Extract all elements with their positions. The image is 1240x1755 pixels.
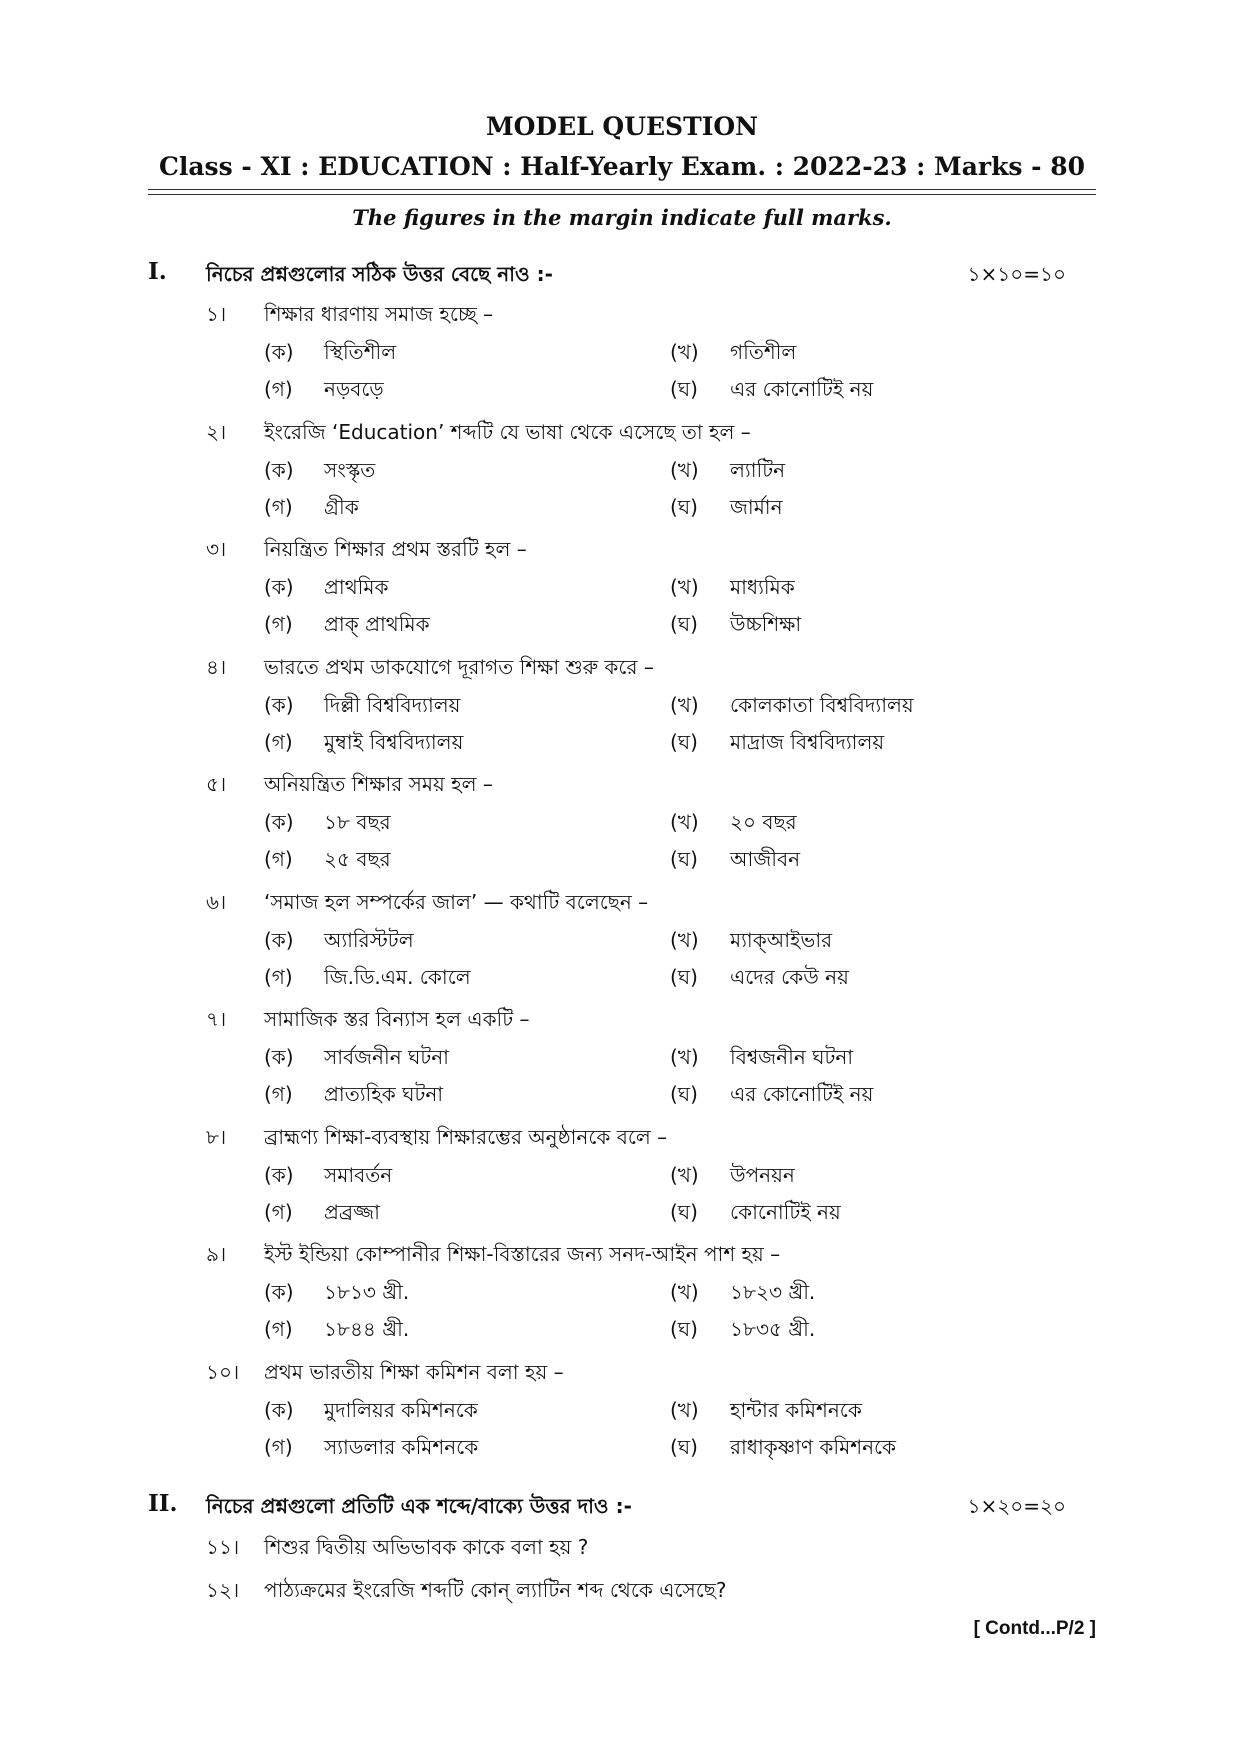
question-text: শিশুর দ্বিতীয় অভিভাবক কাকে বলা হয় ?	[264, 1535, 589, 1559]
question	[206, 418, 1086, 450]
option	[264, 1315, 409, 1347]
question-text: ব্রাহ্মণ্য শিক্ষা-ব্যবস্থায় শিক্ষারম্ভের অনুষ্ঠানকে বলে –	[264, 1125, 668, 1149]
option-label: (ক)	[264, 1045, 294, 1069]
question-text: পাঠ্যক্রমের ইংরেজি শব্দটি কোন্ ল্যাটিন শব্দ থেকে এসেছে?	[264, 1578, 727, 1602]
option	[670, 1080, 873, 1112]
option-text: ২০ বছর	[730, 810, 797, 834]
option-label: (খ)	[670, 340, 699, 364]
option-label: (ক)	[264, 810, 294, 834]
option-label: (ঘ)	[670, 377, 698, 401]
question-text: সামাজিক স্তর বিন্যাস হল একটি –	[264, 1007, 530, 1031]
option-label: (গ)	[264, 1435, 293, 1459]
option-text: ১৮৩৫ খ্রী.	[730, 1317, 816, 1341]
question	[206, 888, 1086, 920]
option	[670, 926, 832, 958]
option-label: (ঘ)	[670, 1082, 698, 1106]
option-text: ১৮ বছর	[324, 810, 391, 834]
option-label: (ঘ)	[670, 612, 698, 636]
question-number: ৬।	[206, 890, 227, 914]
option-text: ১৮২৩ খ্রী.	[730, 1280, 816, 1304]
question-number: ১২।	[206, 1578, 240, 1602]
option-label: (ক)	[264, 575, 294, 599]
option	[264, 728, 463, 760]
option	[670, 963, 849, 995]
option-text: গ্রীক	[324, 495, 359, 519]
question-number: ৭।	[206, 1007, 227, 1031]
option	[264, 845, 391, 877]
option-label: (গ)	[264, 1317, 293, 1341]
option-text: উচ্চশিক্ষা	[730, 612, 802, 636]
question	[206, 1533, 1086, 1565]
question-text: অনিয়ন্ত্রিত শিক্ষার সময় হল –	[264, 772, 493, 796]
question-text: শিক্ষার ধারণায় সমাজ হচ্ছে –	[264, 302, 494, 326]
option-label: (ঘ)	[670, 1200, 698, 1224]
option	[670, 456, 785, 488]
option	[264, 691, 460, 723]
option-text: সমাবর্তন	[324, 1163, 393, 1187]
option-text: ২৫ বছর	[324, 847, 391, 871]
option-list	[264, 808, 1084, 882]
question-text: ইস্ট ইন্ডিয়া কোম্পানীর শিক্ষা-বিস্তারের জন্য সনদ-আইন পাশ হয় –	[264, 1242, 781, 1266]
option-text: স্থিতিশীল	[324, 340, 397, 364]
option	[264, 1080, 443, 1112]
question-number: ১।	[206, 302, 227, 326]
option-text: গতিশীল	[730, 340, 797, 364]
option	[670, 1433, 896, 1465]
option-label: (খ)	[670, 928, 699, 952]
option	[670, 493, 783, 525]
exam-subtitle: Class - XI : EDUCATION : Half-Yearly Exam. : 2022-23 : Marks - 80	[158, 152, 1086, 181]
option	[264, 493, 359, 525]
option-label: (খ)	[670, 1045, 699, 1069]
option-label: (গ)	[264, 612, 293, 636]
question-number: ২।	[206, 420, 227, 444]
section-header	[148, 1490, 1096, 1524]
option-text: সংস্কৃত	[324, 458, 376, 482]
option-label: (ঘ)	[670, 730, 698, 754]
question-text: প্রথম ভারতীয় শিক্ষা কমিশন বলা হয় –	[264, 1360, 564, 1384]
option-label: (গ)	[264, 495, 293, 519]
option-label: (ক)	[264, 1280, 294, 1304]
option-text: জার্মান	[730, 495, 783, 519]
page-title: MODEL QUESTION	[485, 112, 759, 141]
option	[264, 375, 384, 407]
exam-page	[148, 0, 1096, 1755]
option-text: মাদ্রাজ বিশ্ববিদ্যালয়	[730, 730, 885, 754]
option-label: (গ)	[264, 377, 293, 401]
question	[206, 1005, 1086, 1037]
option-text: প্রাত্যহিক ঘটনা	[324, 1082, 444, 1106]
option-text: জি.ডি.এম. কোলে	[324, 965, 471, 989]
marks-note: The figures in the margin indicate full marks.	[352, 205, 892, 230]
option-text: মাধ্যমিক	[730, 575, 795, 599]
option	[670, 375, 873, 407]
option-text: ম্যাক্আইভার	[730, 928, 833, 952]
option-label: (গ)	[264, 730, 293, 754]
option-label: (খ)	[670, 1280, 699, 1304]
option-text: বিশ্বজনীন ঘটনা	[730, 1045, 854, 1069]
divider-line	[148, 189, 1096, 190]
option-label: (খ)	[670, 1398, 699, 1422]
question-number: ৩।	[206, 537, 227, 561]
option-list	[264, 926, 1084, 1000]
question-text: ভারতে প্রথম ডাকযোগে দূরাগত শিক্ষা শুরু করে –	[264, 655, 654, 679]
option-label: (খ)	[670, 810, 699, 834]
option	[670, 338, 796, 370]
option	[264, 573, 389, 605]
question-number: ৯।	[206, 1242, 227, 1266]
option-list	[264, 1043, 1084, 1117]
option	[670, 845, 800, 877]
question	[206, 1123, 1086, 1155]
option	[264, 338, 396, 370]
option	[670, 1161, 795, 1193]
question-text: ইংরেজি ‘Education’ শব্দটি যে ভাষা থেকে এসেছে তা হল –	[264, 420, 751, 444]
option-list	[264, 338, 1084, 412]
question-number: ১০।	[206, 1360, 240, 1384]
option-text: ১৮৪৪ খ্রী.	[324, 1317, 410, 1341]
option	[670, 610, 801, 642]
question	[206, 300, 1086, 332]
option-label: (ঘ)	[670, 495, 698, 519]
option	[264, 1043, 449, 1075]
option-text: কোলকাতা বিশ্ববিদ্যালয়	[730, 693, 914, 717]
option-text: অ্যারিস্টটল	[324, 928, 414, 952]
option-text: সার্বজনীন ঘটনা	[324, 1045, 449, 1069]
question-text: নিয়ন্ত্রিত শিক্ষার প্রথম স্তরটি হল –	[264, 537, 527, 561]
question	[206, 535, 1086, 567]
option-label: (গ)	[264, 847, 293, 871]
option	[670, 728, 884, 760]
option-text: প্রাক্ প্রাথমিক	[324, 612, 430, 636]
section-instruction: নিচের প্রশ্নগুলো প্রতিটি এক শব্দে/বাক্যে উত্তর দাও :-	[206, 1494, 632, 1518]
option	[264, 1198, 380, 1230]
option-list	[264, 1278, 1084, 1352]
option	[670, 573, 795, 605]
option-list	[264, 456, 1084, 530]
section-header	[148, 258, 1096, 292]
option	[264, 610, 430, 642]
question	[206, 770, 1086, 802]
question	[206, 653, 1086, 685]
option-text: ১৮১৩ খ্রী.	[324, 1280, 410, 1304]
option-label: (ক)	[264, 1163, 294, 1187]
option-label: (ক)	[264, 340, 294, 364]
option	[264, 1433, 478, 1465]
option	[264, 808, 391, 840]
option-label: (ক)	[264, 1398, 294, 1422]
option-label: (ঘ)	[670, 1435, 698, 1459]
option-label: (ক)	[264, 928, 294, 952]
option	[264, 926, 414, 958]
option-label: (গ)	[264, 1200, 293, 1224]
option-text: ল্যাটিন	[730, 458, 786, 482]
section-marks: ১×১০=১০	[967, 262, 1066, 286]
option	[670, 691, 914, 723]
option	[670, 1043, 853, 1075]
option-list	[264, 1161, 1084, 1235]
option-list	[264, 573, 1084, 647]
option-label: (ঘ)	[670, 1317, 698, 1341]
option-text: এর কোনোটিই নয়	[730, 377, 874, 401]
question-number: ৪।	[206, 655, 227, 679]
option-text: আজীবন	[730, 847, 801, 871]
option-text: এদের কেউ নয়	[730, 965, 849, 989]
option	[670, 1278, 815, 1310]
option	[670, 808, 797, 840]
option-label: (খ)	[670, 458, 699, 482]
option-text: প্রাথমিক	[324, 575, 389, 599]
option-text: প্রব্রজ্জা	[324, 1200, 380, 1224]
question	[206, 1240, 1086, 1272]
divider-line	[148, 194, 1096, 195]
option-list	[264, 1396, 1084, 1470]
option-label: (খ)	[670, 575, 699, 599]
question-number: ৫।	[206, 772, 227, 796]
section-number: II.	[148, 1490, 178, 1517]
option-text: কোনোটিই নয়	[730, 1200, 841, 1224]
option-label: (ক)	[264, 458, 294, 482]
option-label: (খ)	[670, 1163, 699, 1187]
option-label: (ক)	[264, 693, 294, 717]
option-text: হান্টার কমিশনকে	[730, 1398, 862, 1422]
option	[264, 1161, 392, 1193]
option-text: এর কোনোটিই নয়	[730, 1082, 874, 1106]
option-text: স্যাডলার কমিশনকে	[324, 1435, 479, 1459]
question	[206, 1576, 1086, 1608]
option	[670, 1198, 841, 1230]
option	[264, 1278, 409, 1310]
option-label: (ঘ)	[670, 847, 698, 871]
option-label: (গ)	[264, 1082, 293, 1106]
option-label: (গ)	[264, 965, 293, 989]
option-text: দিল্লী বিশ্ববিদ্যালয়	[324, 693, 461, 717]
section-marks: ১×২০=২০	[967, 1494, 1066, 1518]
option-label: (খ)	[670, 693, 699, 717]
option-text: নড়বড়ে	[324, 377, 384, 401]
option	[264, 1396, 478, 1428]
option-list	[264, 691, 1084, 765]
option-text: রাধাকৃষ্ণাণ কমিশনকে	[730, 1435, 897, 1459]
option-label: (ঘ)	[670, 965, 698, 989]
question-number: ৮।	[206, 1125, 227, 1149]
option	[264, 456, 375, 488]
section-instruction: নিচের প্রশ্নগুলোর সঠিক উত্তর বেছে নাও :-	[206, 262, 553, 286]
option-text: উপনয়ন	[730, 1163, 795, 1187]
continued-label: [ Contd...P/2 ]	[973, 1618, 1096, 1639]
option-text: মুম্বাই বিশ্ববিদ্যালয়	[324, 730, 464, 754]
option	[670, 1396, 862, 1428]
option	[670, 1315, 815, 1347]
option-text: মুদালিয়র কমিশনকে	[324, 1398, 478, 1422]
section-number: I.	[148, 258, 167, 285]
question	[206, 1358, 1086, 1390]
question-number: ১১।	[206, 1535, 240, 1559]
option	[264, 963, 471, 995]
question-text: ‘সমাজ হল সম্পর্কের জাল’ — কথাটি বলেছেন –	[264, 890, 649, 914]
